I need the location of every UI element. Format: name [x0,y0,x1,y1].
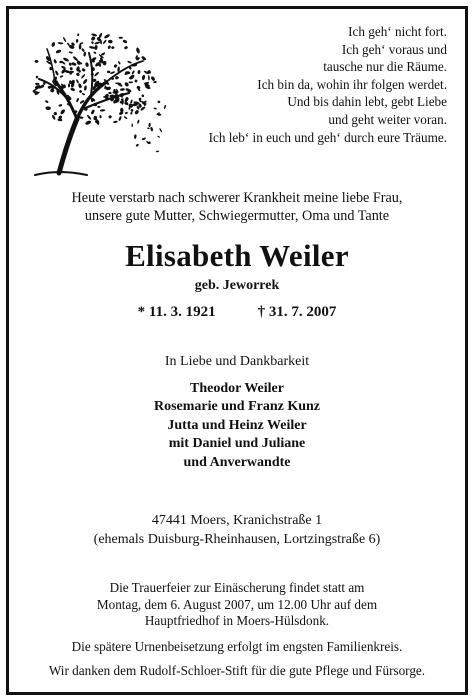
poem-line: tausche nur die Räume. [323,59,447,75]
mourners-intro: In Liebe und Dankbarkeit [164,354,310,369]
mourner-name: und Anverwandte [183,454,291,470]
life-dates [9,302,465,322]
address [9,511,465,549]
poem-line: und geht weiter voran. [328,111,447,127]
deceased-name: Elisabeth Weiler [125,238,349,273]
ceremony-line: Die Trauerfeier zur Einäscherung findet statt am [109,580,365,595]
mourners-list [9,380,465,472]
maiden-name: geb. Jeworrek [194,278,280,293]
address-line: (ehemals Duisburg-Rheinhausen, Lortzingstraße 6) [93,532,381,547]
mourner-name: mit Daniel und Juliane [168,436,306,452]
poem-line: Ich geh‘ nicht fort. [348,24,447,39]
announcement-text [9,189,465,225]
mourner-name: Jutta und Heinz Weiler [167,417,307,433]
poem-line: Ich leb‘ in euch und geh‘ durch eure Träume. [208,129,447,145]
birth-date: * 11. 3. 1921 [137,304,216,320]
thanks-note: Wir danken dem Rudolf-Schloer-Stift für die gute Pflege und Fürsorge. [48,663,426,678]
tree-icon [21,23,171,183]
mourner-name: Theodor Weiler [190,381,284,396]
ceremony-line: Hauptfriedhof in Moers-Hülsdonk. [144,613,330,629]
announcement-line: Heute verstarb nach schwerer Krankheit meine liebe Frau, [71,190,403,206]
address-line: 47441 Moers, Kranichstraße 1 [151,513,323,528]
poem-line: Ich bin da, wohin ihr folgen werdet. [257,76,447,92]
poem-line: Und bis dahin lebt, gebt Liebe [287,94,447,110]
ceremony-line: Montag, dem 6. August 2007, um 12.00 Uhr auf dem [96,596,378,612]
poem [157,23,447,146]
obituary-card [6,6,468,695]
ceremony-info [9,580,465,630]
death-date: † 31. 7. 2007 [257,304,337,320]
mourner-name: Rosemarie und Franz Kunz [153,399,321,415]
poem-line: Ich geh‘ voraus und [341,41,447,57]
urn-note: Die spätere Urnenbeisetzung erfolgt im engsten Familienkreis. [71,639,403,654]
announcement-line: unsere gute Mutter, Schwiegermutter, Oma und Tante [84,208,390,224]
